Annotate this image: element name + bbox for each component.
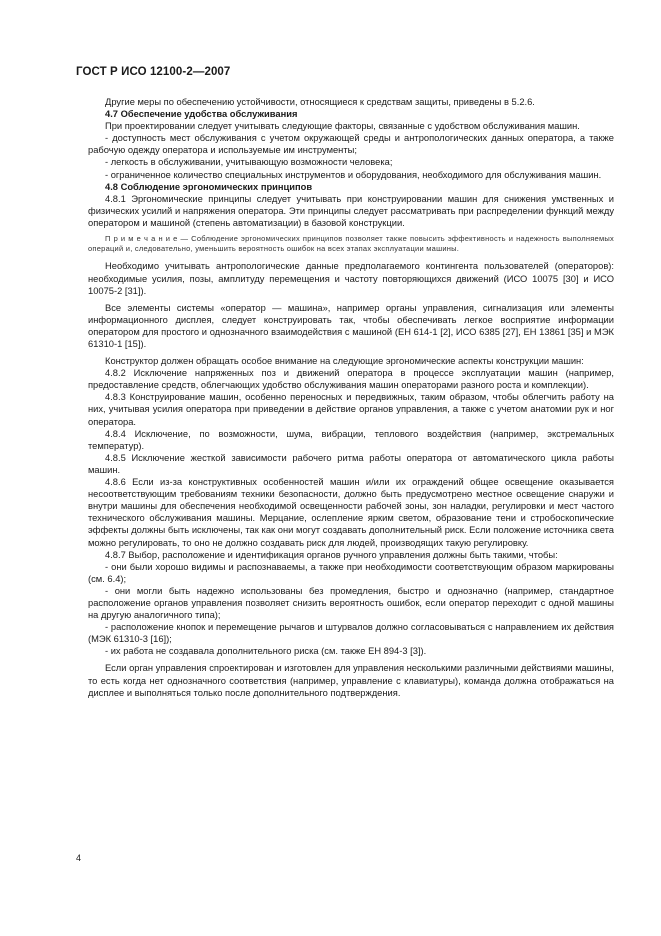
paragraph: Если орган управления спроектирован и изготовлен для управления несколькими различными действиями машины, то есть когда нет однозначного соответствия (например, управление с клавиатуры), команда должна отображаться на дисплее и выполняться только после дополнительного подтверждения. [88, 663, 614, 698]
note: П р и м е ч а н и е — Соблюдение эргономических принципов позволяет также повысить эффективность и надежность выполняемых операций и, следовательно, уменьшить вероятность ошибок на всех этапах эксплуатации машины. [88, 234, 614, 254]
paragraph: Конструктор должен обращать особое внимание на следующие эргономические аспекты конструкции машин: [105, 356, 584, 367]
list-item: - их работа не создавала дополнительного риска (см. также ЕН 894-3 [3]). [105, 646, 427, 657]
paragraph: 4.8.1 Эргономические принципы следует учитывать при конструировании машин для снижения умственных и физических усилий и напряжения оператора. Эти принципы следует рассматривать при распределении функций между оператором и машиной (степень автоматизации) в базовой конструкции. [88, 193, 614, 228]
paragraph: 4.8.4 Исключение, по возможности, шума, вибрации, теплового воздействия (например, экстремальных температур). [88, 428, 614, 451]
paragraph: 4.8.6 Если из-за конструктивных особенностей машин и/или их ограждений общее освещение оказывается несоответствующим требованиям техники безопасности, должно быть предусмотрено местное освещение снаружи и внутри машины для обеспечения необходимой освещенности рабочей зоны, зон наладки, регулировки и мест частого технического обслуживания машины. Мерцание, ослепление ярким светом, образование тени и стробоскопические эффекты должны быть исключены, так как они могут создавать дополнительный риск. Если положение источника света можно регулировать, то оно не должно создавать риск для людей, производящих такую регулировку. [88, 477, 614, 548]
paragraph: Все элементы системы «оператор — машина», например органы управления, сигнализация или элементы информационного дисплея, следует конструировать так, чтобы обеспечивать легкое восприятие информации оператором для простого и однозначного взаимодействия с машиной (ЕН 614-1 [2], ИСО 6385 [27], ЕН 13861 [35] и МЭК 61310-1 [15]). [88, 302, 614, 349]
list-item: - они могли быть надежно использованы без промедления, быстро и однозначно (например, стандартное расположение органов управления позволяет снизить вероятность ошибок, если оператор переходит с одной машины на другую аналогичного типа); [88, 585, 614, 621]
list-item: - они были хорошо видимы и распознаваемы, а также при необходимости соответствующим образом маркированы (см. 6.4); [88, 561, 614, 584]
paragraph: 4.8.3 Конструирование машин, особенно переносных и передвижных, таким образом, чтобы облегчить работу на них, учитывая усилия оператора при приведении в действие органов управления, а также с учетом анатомии рук и ног оператора. [88, 392, 614, 427]
paragraph: При проектировании следует учитывать следующие факторы, связанные с удобством обслуживания машин. [105, 121, 580, 132]
list-item: - ограниченное количество специальных инструментов и оборудования, необходимого для обслуживания машин. [105, 169, 602, 180]
page-number: 4 [76, 853, 82, 863]
list-item: - доступность мест обслуживания с учетом окружающей среды и антропологических данных оператора, а также рабочую одежду оператора и используемые им инструменты; [88, 133, 614, 156]
section-heading-4-8: 4.8 Соблюдение эргономических принципов [105, 181, 313, 192]
paragraph: 4.8.2 Исключение напряженных поз и движений оператора в процессе эксплуатации машин (например, предоставление средств, облегчающих удобство обслуживания машин операторами разного роста и комплекции). [88, 368, 614, 391]
paragraph: 4.8.7 Выбор, расположение и идентификация органов ручного управления должны быть такими, чтобы: [105, 549, 558, 560]
paragraph: 4.8.5 Исключение жесткой зависимости рабочего ритма работы оператора от автоматического цикла работы машин. [88, 452, 614, 475]
section-heading-4-7: 4.7 Обеспечение удобства обслуживания [105, 109, 298, 120]
paragraph: Необходимо учитывать антропологические данные предполагаемого контингента пользователей (операторов): необходимые усилия, позы, амплитуду перемещения и частоту повторяющихся движений (ИСО 10075 [30] и ИСО 10075-2 [31]). [88, 261, 614, 296]
list-item: - расположение кнопок и перемещение рычагов и штурвалов должно согласовываться с направлением их действия (МЭК 61310-3 [16]); [88, 622, 614, 645]
paragraph: Другие меры по обеспечению устойчивости, относящиеся к средствам защиты, приведены в 5.2.6. [105, 97, 535, 107]
list-item: - легкость в обслуживании, учитывающую возможности человека; [105, 157, 393, 168]
document-header: ГОСТ Р ИСО 12100-2—2007 [76, 66, 231, 78]
document-body [88, 96, 614, 699]
